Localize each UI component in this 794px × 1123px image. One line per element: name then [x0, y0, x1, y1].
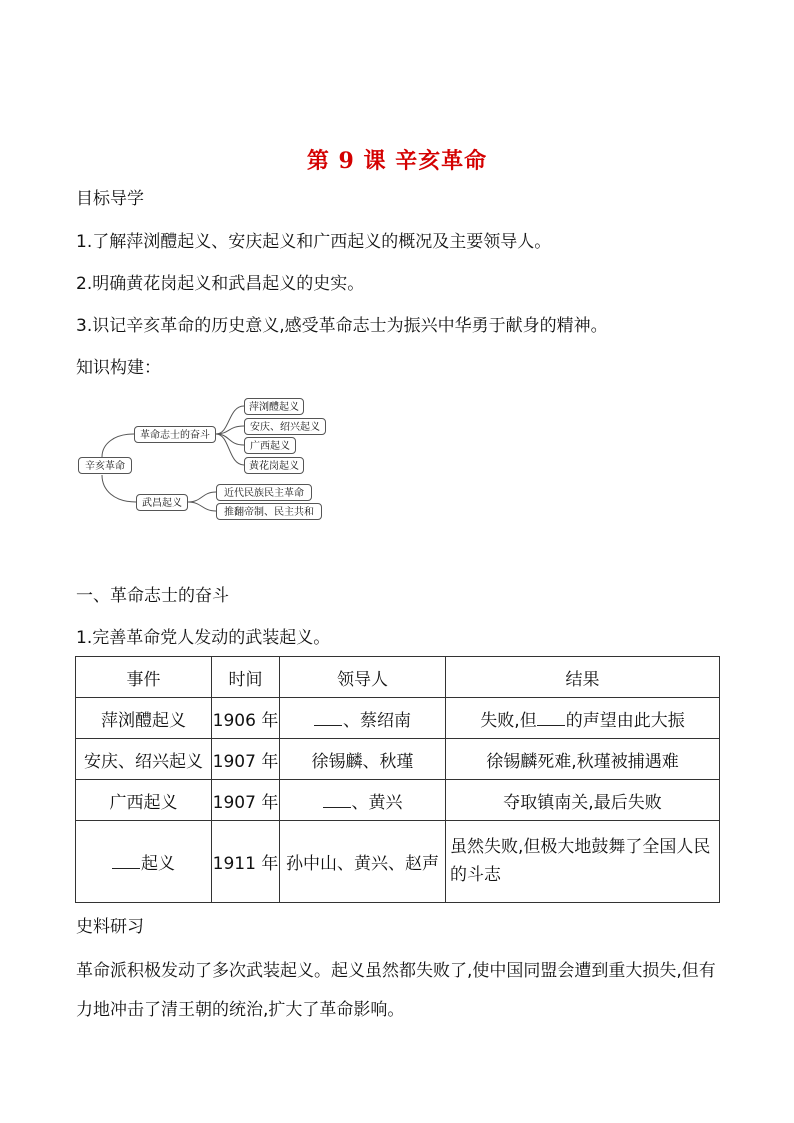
cell-result-prefix: 失败,但: [480, 710, 537, 731]
cell-event: 广西起义: [76, 780, 212, 821]
header-event: 事件: [76, 657, 212, 698]
cell-leader: 孙中山、黄兴、赵声: [280, 821, 446, 903]
fill-blank[interactable]: [323, 790, 351, 808]
section1-heading: 一、革命志士的奋斗: [76, 586, 229, 606]
page-title: 第 9 课 辛亥革命: [306, 148, 488, 174]
cell-leader: [280, 780, 446, 821]
table-row: [76, 698, 720, 739]
cell-event: [76, 821, 212, 903]
cell-time: 1911 年: [212, 821, 280, 903]
section1-sub1: 1.完善革命党人发动的武装起义。: [76, 628, 331, 648]
header-leader: 领导人: [280, 657, 446, 698]
source-heading: 史料研习: [76, 917, 144, 937]
cell-event: 安庆、绍兴起义: [76, 739, 212, 780]
cell-leader-text: 、黄兴: [351, 792, 403, 813]
map-root-node: 辛亥革命: [78, 457, 132, 474]
source-paragraph: 革命派积极发动了多次武装起义。起义虽然都失败了,使中国同盟会遭到重大损失,但有力地冲击了清王朝的统治,扩大了革命影响。: [76, 961, 716, 1020]
uprisings-table: [75, 656, 720, 903]
map-item-anqing-shaoxing: 安庆、绍兴起义: [244, 418, 326, 435]
knowledge-heading: 知识构建：: [76, 358, 161, 378]
table-row: [76, 780, 720, 821]
map-item-pingliuli: 萍浏醴起义: [244, 398, 304, 415]
goals-heading: 目标导学: [76, 189, 144, 209]
map-item-huanghuagang: 黄花岗起义: [244, 457, 304, 474]
cell-result: 夺取镇南关,最后失败: [446, 780, 720, 821]
fill-blank[interactable]: [537, 708, 565, 726]
map-branch-wuchang: 武昌起义: [136, 494, 188, 511]
header-result: 结果: [446, 657, 720, 698]
goal-item-3: 3.识记辛亥革命的历史意义,感受革命志士为振兴中华勇于献身的精神。: [76, 316, 608, 336]
cell-result-suffix: 的声望由此大振: [565, 710, 685, 731]
cell-time: 1907 年: [212, 780, 280, 821]
knowledge-map: [78, 392, 338, 528]
goal-item-1: 1.了解萍浏醴起义、安庆起义和广西起义的概况及主要领导人。: [76, 232, 552, 252]
table-row: [76, 739, 720, 780]
table-header-row: [76, 657, 720, 698]
cell-leader: [280, 698, 446, 739]
cell-leader: 徐锡麟、秋瑾: [280, 739, 446, 780]
goal-item-2: 2.明确黄花岗起义和武昌起义的史实。: [76, 274, 365, 294]
map-item-guangxi: 广西起义: [244, 437, 296, 454]
cell-event-text: 起义: [141, 854, 175, 874]
map-item-overthrow-monarchy: 推翻帝制、民主共和: [216, 503, 322, 520]
cell-time: 1906 年: [212, 698, 280, 739]
cell-result: 虽然失败,但极大地鼓舞了全国人民的斗志: [446, 821, 720, 903]
fill-blank[interactable]: [314, 708, 342, 726]
fill-blank[interactable]: [112, 851, 140, 869]
cell-result: [446, 698, 720, 739]
cell-time: 1907 年: [212, 739, 280, 780]
cell-event: 萍浏醴起义: [76, 698, 212, 739]
header-time: 时间: [212, 657, 280, 698]
map-item-modern-revolution: 近代民族民主革命: [216, 484, 312, 501]
cell-leader-text: 、蔡绍南: [343, 710, 411, 731]
cell-result: 徐锡麟死难,秋瑾被捕遇难: [446, 739, 720, 780]
table-row: [76, 821, 720, 903]
map-branch-fighters: 革命志士的奋斗: [134, 426, 216, 443]
